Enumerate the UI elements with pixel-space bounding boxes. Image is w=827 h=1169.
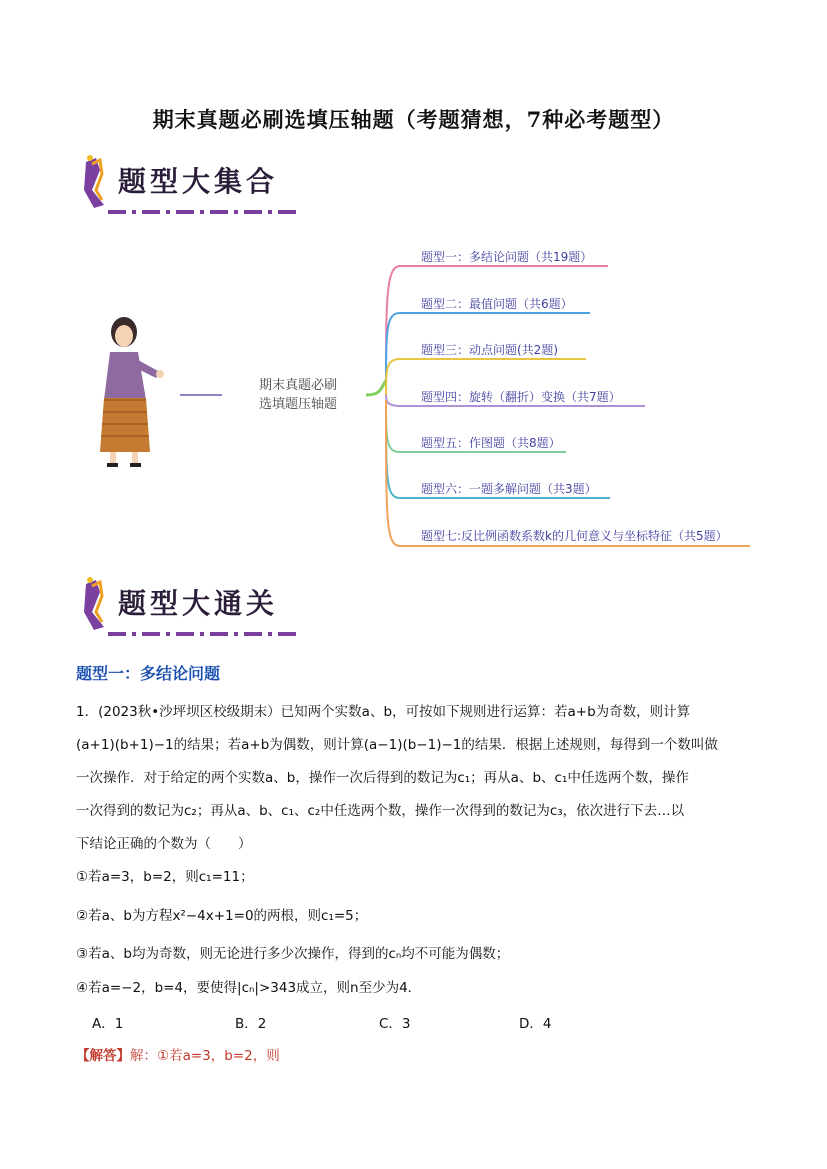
branch-label-1: 题型一：多结论问题（共19题） [421, 250, 593, 264]
statement-1: ①若a=3，b=2，则c₁=11； [76, 869, 254, 885]
statement-3: ③若a、b均为奇数，则无论进行多少次操作，得到的cₙ均不可能为偶数； [76, 946, 510, 962]
page-title: 期末真题必刷选填压轴题（考题猜想，7种必考题型） [152, 107, 675, 132]
branch-label-4: 题型四：旋转（翻折）变换（共7题） [421, 390, 621, 404]
branch-label-3: 题型三：动点问题(共2题) [421, 343, 558, 357]
option-c: C．3 [379, 1016, 411, 1032]
banner-text: 题型大通关 [118, 587, 279, 620]
solution-tag: 【解答】 [76, 1048, 130, 1064]
question-line-4: 一次得到的数记为c₂；再从a、b、c₁、c₂中任选两个数，操作一次得到的数记为c₃，依次进行下去…以 [76, 803, 685, 819]
branch-line-1 [386, 266, 608, 390]
branch-line-7 [386, 400, 750, 546]
teacher-illustration-icon [100, 317, 164, 467]
question-line-2: (a+1)(b+1)−1的结果；若a+b为偶数，则计算(a−1)(b−1)−1的结果．根据上述规则，每得到一个数叫做 [76, 737, 718, 753]
option-d: D．4 [519, 1016, 552, 1032]
root-line-2: 选填题压轴题 [258, 397, 337, 412]
section-banner-practice [78, 572, 308, 642]
branch-label-7: 题型七:反比例函数系数k的几何意义与坐标特征（共5题） [421, 529, 728, 543]
question-line-1: 1．(2023秋•沙坪坝区校级期末）已知两个实数a、b，可按如下规则进行运算：若a+b为奇数，则计算 [76, 704, 691, 720]
solution-text: 解：①若a=3，b=2，则 [130, 1048, 280, 1064]
question-line-3: 一次操作．对于给定的两个实数a、b，操作一次后得到的数记为c₁；再从a、b、c₁中任选两个数，操作 [76, 770, 689, 786]
option-a: A．1 [92, 1016, 124, 1032]
solution [76, 1044, 280, 1064]
mind-map-root [248, 376, 348, 414]
question-line-5: 下结论正确的个数为（ ） [76, 836, 252, 852]
section-heading: 题型一：多结论问题 [76, 664, 221, 683]
branch-label-5: 题型五：作图题（共8题） [421, 436, 561, 450]
option-b: B．2 [235, 1016, 267, 1032]
statement-2: ②若a、b为方程x²−4x+1=0的两根，则c₁=5； [76, 908, 368, 924]
branch-label-2: 题型二：最值问题（共6题） [421, 297, 573, 311]
branch-label-6: 题型六：一题多解问题（共3题） [421, 482, 597, 496]
banner-text: 题型大集合 [118, 165, 279, 198]
statement-4: ④若a=−2，b=4，要使得|cₙ|>343成立，则n至少为4． [76, 980, 422, 996]
root-line-1: 期末真题必刷 [258, 378, 337, 393]
